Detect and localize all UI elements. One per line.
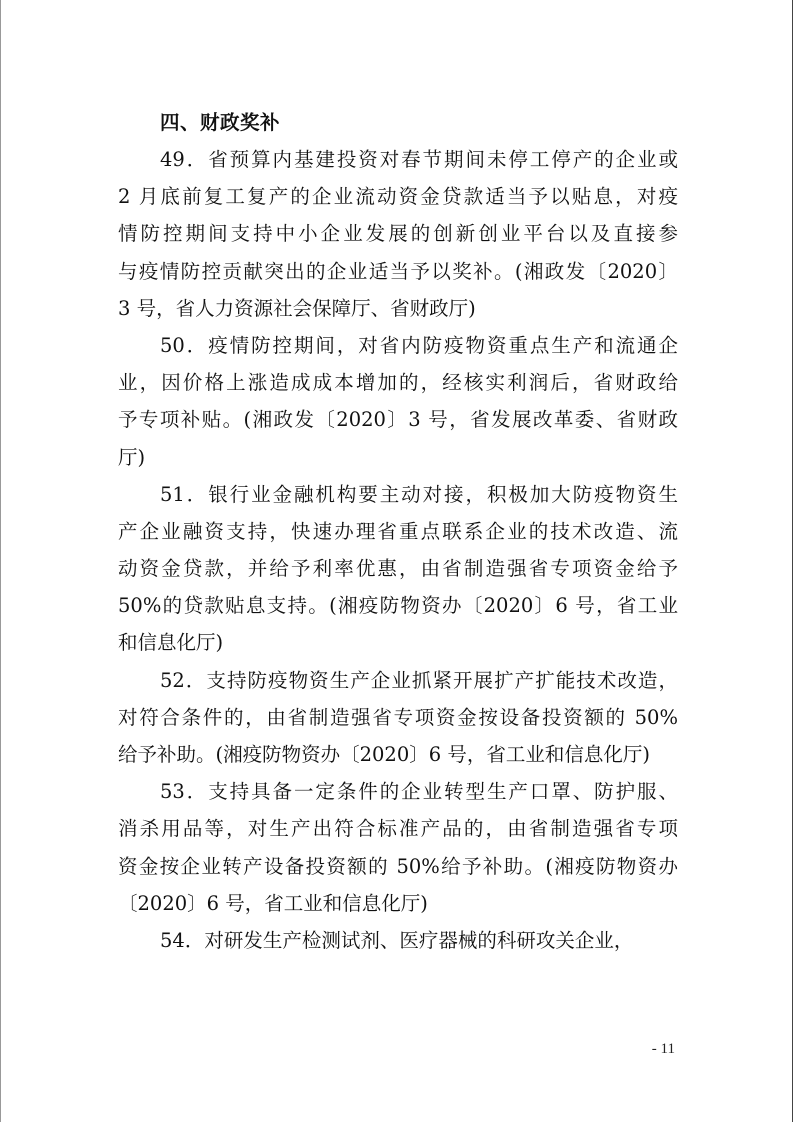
article-49 bbox=[118, 141, 678, 327]
page-edge-left bbox=[0, 0, 1, 1122]
paragraph-line: 产企业融资支持，快速办理省重点联系企业的技术改造、流 bbox=[118, 519, 678, 543]
paragraph-line: 53．支持具备一定条件的企业转型生产口罩、防护服、 bbox=[160, 780, 678, 804]
paragraph-line: 51．银行业金融机构要主动对接，积极加大防疫物资生 bbox=[160, 482, 678, 506]
article-50 bbox=[118, 327, 678, 476]
paragraph-line: 厅) bbox=[118, 445, 146, 469]
article-51 bbox=[118, 476, 678, 662]
paragraph-line: 54．对研发生产检测试剂、医疗器械的科研攻关企业， bbox=[160, 928, 634, 952]
section-heading: 四、财政奖补 bbox=[160, 111, 281, 134]
paragraph-line: 给予补助。(湘疫防物资办〔2020〕6 号，省工业和信息化厅) bbox=[118, 743, 650, 766]
paragraph-line: 49．省预算内基建投资对春节期间未停工停产的企业或 bbox=[160, 148, 678, 171]
paragraph-line: 3 号，省人力资源社会保障厅、省财政厅) bbox=[118, 296, 476, 320]
paragraph-line: 和信息化厅) bbox=[118, 631, 224, 655]
paragraph-line: 52．支持防疫物资生产企业抓紧开展扩产扩能技术改造， bbox=[160, 668, 678, 692]
paragraph-line: 消杀用品等，对生产出符合标准产品的，由省制造强省专项 bbox=[118, 817, 678, 841]
article-53 bbox=[118, 773, 678, 922]
paragraph-line: 情防控期间支持中小企业发展的创新创业平台以及直接参 bbox=[118, 222, 678, 246]
article-52 bbox=[118, 662, 678, 774]
paragraph-line: 与疫情防控贡献突出的企业适当予以奖补。(湘政发〔2020〕 bbox=[118, 259, 678, 283]
paragraph-line: 50．疫情防控期间，对省内防疫物资重点生产和流通企 bbox=[160, 333, 678, 357]
paragraph-line: 2 月底前复工复产的企业流动资金贷款适当予以贴息，对疫 bbox=[118, 185, 678, 209]
paragraph-line: 50%的贷款贴息支持。(湘疫防物资办〔2020〕6 号，省工业 bbox=[118, 594, 678, 618]
paragraph-line: 业，因价格上涨造成成本增加的，经核实利润后，省财政给 bbox=[118, 371, 678, 395]
paragraph-line: 资金按企业转产设备投资额的 50%给予补助。(湘疫防物资办 bbox=[118, 854, 678, 878]
document-body bbox=[118, 104, 678, 959]
paragraph-line: 〔2020〕6 号，省工业和信息化厅) bbox=[118, 891, 428, 915]
page-number: - 11 bbox=[651, 1041, 675, 1057]
paragraph-line: 予专项补贴。(湘政发〔2020〕3 号，省发展改革委、省财政 bbox=[118, 408, 678, 432]
article-54 bbox=[118, 922, 678, 959]
paragraph-line: 动资金贷款，并给予利率优惠，由省制造强省专项资金给予 bbox=[118, 557, 678, 581]
paragraph-line: 对符合条件的，由省制造强省专项资金按设备投资额的 50% bbox=[118, 705, 678, 729]
